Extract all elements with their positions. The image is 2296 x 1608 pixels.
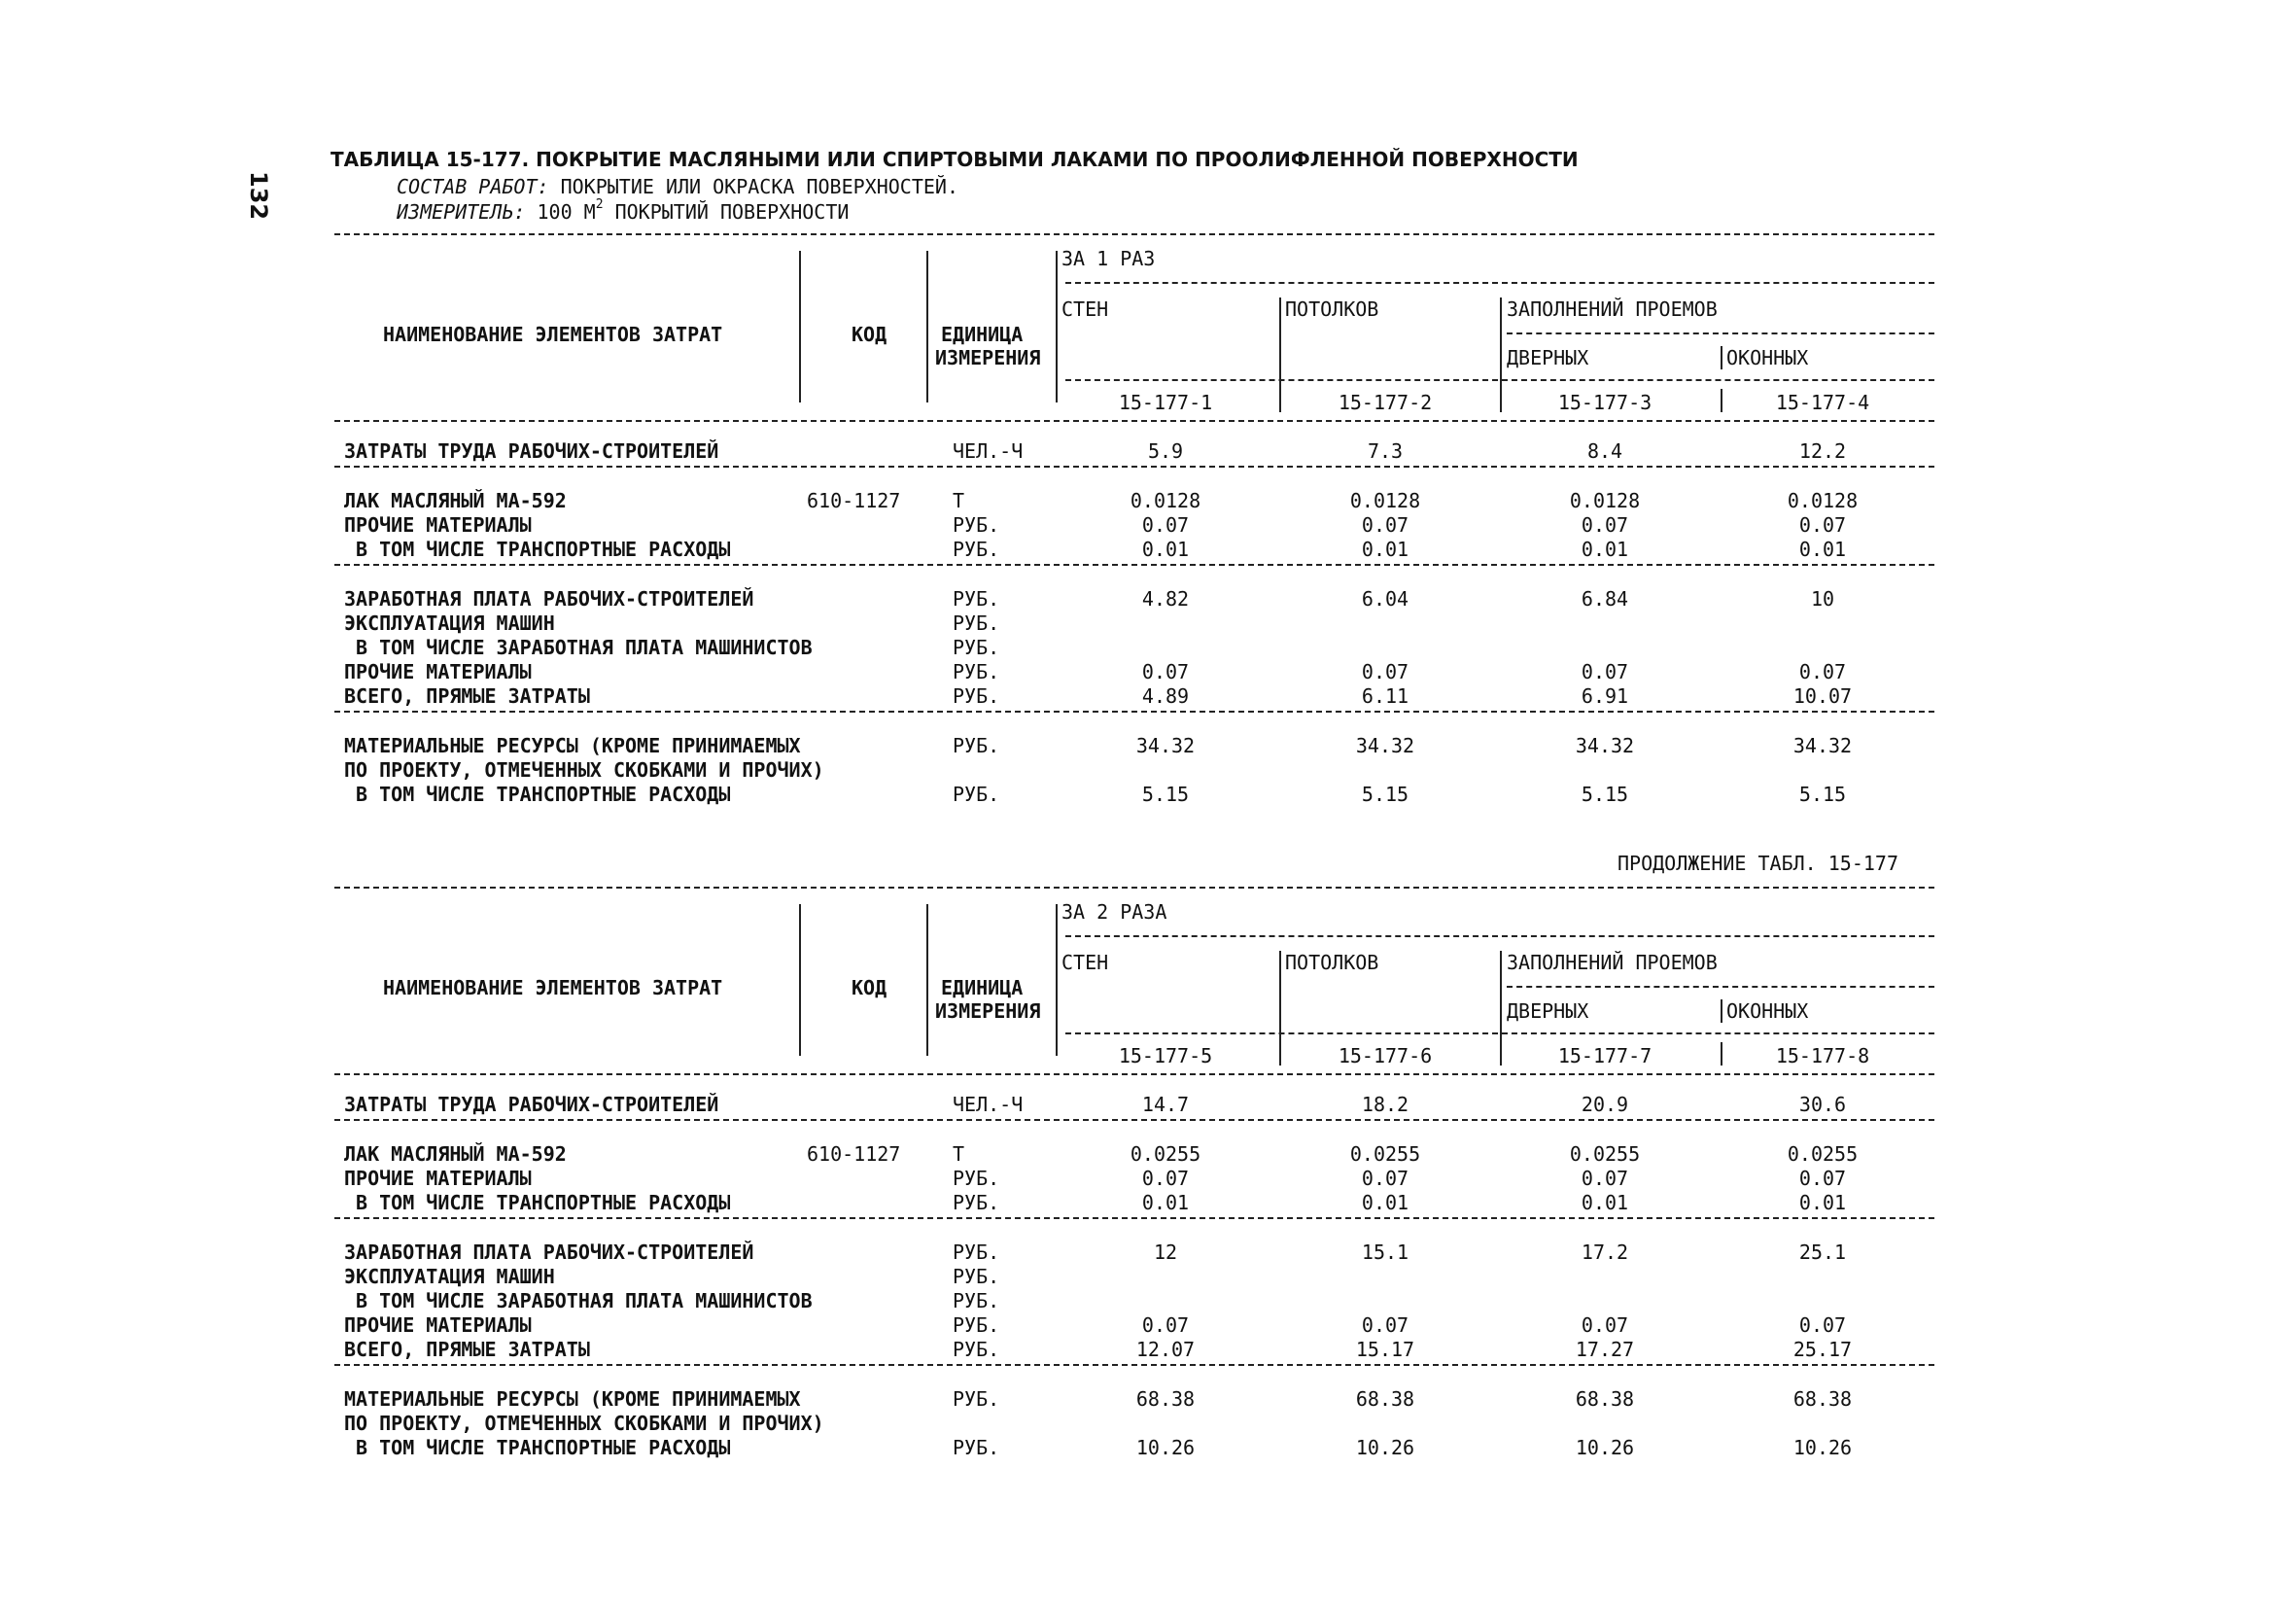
row-value: 6.04 [1361,587,1409,611]
row-value: 17.2 [1581,1241,1629,1264]
row-unit: РУБ. [953,1387,1000,1411]
header-windows: ОКОННЫХ [1726,346,1809,369]
row-value: 5.15 [1141,783,1190,806]
group-divider [334,1364,1934,1366]
code-rule [1065,1032,1934,1034]
row-name: В ТОМ ЧИСЛЕ ЗАРАБОТНАЯ ПЛАТА МАШИНИСТОВ [344,1289,813,1312]
row-value: 0.0255 [1569,1142,1641,1166]
row-value: 0.0255 [1130,1142,1201,1166]
row-value: 0.07 [1141,513,1190,537]
header-code-col: КОД [852,976,887,999]
header-bottom-rule [334,1073,1934,1075]
openings-rule [1507,332,1934,334]
row-value: 6.91 [1581,684,1629,708]
row-value: 0.07 [1581,660,1629,683]
group-divider [334,466,1934,468]
header-doors: ДВЕРНЫХ [1507,999,1589,1023]
measure-unit [397,197,850,224]
openings-rule [1507,986,1934,988]
row-value: 12.2 [1798,439,1847,463]
column-code: 15-177-8 [1775,1044,1870,1067]
header-divider [926,251,928,402]
row-name: ЛАК МАСЛЯНЫЙ МА-592 [344,1142,567,1166]
row-value: 0.07 [1141,1167,1190,1190]
table-top-rule [334,233,1934,235]
row-value: 15.17 [1355,1338,1415,1361]
column-code: 15-177-3 [1557,391,1652,414]
row-value: 34.32 [1135,734,1196,757]
row-unit: Т [953,1142,965,1166]
row-value: 0.07 [1141,1313,1190,1337]
code-rule [1065,379,1934,381]
row-unit: РУБ. [953,513,1000,537]
table-title: ТАБЛИЦА 15-177. ПОКРЫТИЕ МАСЛЯНЫМИ ИЛИ СПИРТОВЫМИ ЛАКАМИ ПО ПРООЛИФЛЕННОЙ ПОВЕРХНОСТИ [330,148,1579,171]
row-name: ПО ПРОЕКТУ, ОТМЕЧЕННЫХ СКОБКАМИ И ПРОЧИХ) [344,758,824,782]
header-ceilings: ПОТОЛКОВ [1285,951,1379,974]
header-unit-col: ИЗМЕРЕНИЯ [935,346,1041,369]
group-rule [1065,935,1934,937]
row-value: 12.07 [1135,1338,1196,1361]
row-value: 0.07 [1798,1167,1847,1190]
meter-value: 100 М [537,200,596,224]
row-unit: РУБ. [953,734,1000,757]
row-value: 4.89 [1141,684,1190,708]
header-divider [1056,251,1058,402]
row-value: 0.0128 [1787,489,1859,512]
row-value: 14.7 [1141,1093,1190,1116]
row-value: 20.9 [1581,1093,1629,1116]
row-value: 68.38 [1355,1387,1415,1411]
header-walls: СТЕН [1061,297,1109,321]
row-value: 25.17 [1792,1338,1853,1361]
row-value: 5.9 [1147,439,1184,463]
row-code: 610-1127 [807,489,901,512]
row-value: 7.3 [1367,439,1404,463]
header-doors: ДВЕРНЫХ [1507,346,1589,369]
row-value: 10.26 [1135,1436,1196,1459]
row-value: 68.38 [1575,1387,1635,1411]
header-unit-col: ЕДИНИЦА [941,323,1024,346]
row-unit: РУБ. [953,1265,1000,1288]
table-top-rule [334,887,1934,889]
row-name: В ТОМ ЧИСЛЕ ТРАНСПОРТНЫЕ РАСХОДЫ [344,783,731,806]
row-value: 0.07 [1581,513,1629,537]
row-value: 0.01 [1361,538,1409,561]
row-value: 0.07 [1581,1313,1629,1337]
row-value: 17.27 [1575,1338,1635,1361]
row-name: ЭКСПЛУАТАЦИЯ МАШИН [344,1265,555,1288]
row-value: 0.07 [1798,1313,1847,1337]
continuation-label: ПРОДОЛЖЕНИЕ ТАБЛ. 15-177 [1618,852,1898,875]
column-code: 15-177-1 [1118,391,1213,414]
row-name: В ТОМ ЧИСЛЕ ТРАНСПОРТНЫЕ РАСХОДЫ [344,1436,731,1459]
group-divider [334,564,1934,566]
row-unit: РУБ. [953,1289,1000,1312]
header-unit-col: ИЗМЕРЕНИЯ [935,999,1041,1023]
work-text: ПОКРЫТИЕ ИЛИ ОКРАСКА ПОВЕРХНОСТЕЙ. [560,175,958,198]
header-code-col: КОД [852,323,887,346]
row-unit: РУБ. [953,636,1000,659]
row-unit: РУБ. [953,1241,1000,1264]
row-unit: РУБ. [953,612,1000,635]
row-value: 6.84 [1581,587,1629,611]
row-name: МАТЕРИАЛЬНЫЕ РЕСУРСЫ (КРОМЕ ПРИНИМАЕМЫХ [344,1387,801,1411]
meter-sup: 2 [595,197,604,212]
header-divider [926,904,928,1056]
row-name: ПО ПРОЕКТУ, ОТМЕЧЕННЫХ СКОБКАМИ И ПРОЧИХ) [344,1412,824,1435]
header-bottom-rule [334,420,1934,422]
row-unit: РУБ. [953,587,1000,611]
row-unit: РУБ. [953,538,1000,561]
row-value: 0.0128 [1349,489,1421,512]
group-divider [334,1217,1934,1219]
row-unit: РУБ. [953,1313,1000,1337]
meter-label: ИЗМЕРИТЕЛЬ: [397,200,526,224]
row-value: 0.01 [1361,1191,1409,1214]
group-divider [334,1119,1934,1121]
row-value: 0.01 [1141,1191,1190,1214]
row-value: 34.32 [1792,734,1853,757]
page-number: 132 [245,171,272,221]
row-unit: РУБ. [953,684,1000,708]
header-name-col: НАИМЕНОВАНИЕ ЭЛЕМЕНТОВ ЗАТРАТ [383,976,723,999]
row-value: 0.01 [1141,538,1190,561]
header-openings: ЗАПОЛНЕНИЙ ПРОЕМОВ [1507,297,1718,321]
row-code: 610-1127 [807,1142,901,1166]
work-composition [397,175,958,198]
row-name: ЗАРАБОТНАЯ ПЛАТА РАБОЧИХ-СТРОИТЕЛЕЙ [344,1241,754,1264]
row-value: 0.01 [1581,538,1629,561]
row-value: 18.2 [1361,1093,1409,1116]
header-unit-col: ЕДИНИЦА [941,976,1024,999]
header-divider [1056,904,1058,1056]
row-name: ПРОЧИЕ МАТЕРИАЛЫ [344,660,532,683]
row-value: 0.07 [1361,1313,1409,1337]
row-value: 68.38 [1135,1387,1196,1411]
row-unit: РУБ. [953,1167,1000,1190]
row-value: 0.01 [1798,1191,1847,1214]
row-value: 0.01 [1581,1191,1629,1214]
row-value: 0.07 [1581,1167,1629,1190]
row-value: 0.07 [1141,660,1190,683]
row-name: ЗАТРАТЫ ТРУДА РАБОЧИХ-СТРОИТЕЛЕЙ [344,1093,719,1116]
row-name: ЗАТРАТЫ ТРУДА РАБОЧИХ-СТРОИТЕЛЕЙ [344,439,719,463]
row-value: 0.07 [1361,513,1409,537]
header-divider [799,251,801,402]
group-divider [334,711,1934,713]
row-name: ПРОЧИЕ МАТЕРИАЛЫ [344,513,532,537]
row-value: 25.1 [1798,1241,1847,1264]
row-value: 5.15 [1361,783,1409,806]
row-value: 0.0255 [1349,1142,1421,1166]
row-value: 10.26 [1575,1436,1635,1459]
row-value: 0.07 [1798,660,1847,683]
row-name: ЭКСПЛУАТАЦИЯ МАШИН [344,612,555,635]
row-unit: Т [953,489,965,512]
group-title: ЗА 1 РАЗ [1061,247,1156,270]
column-code: 15-177-7 [1557,1044,1652,1067]
group-rule [1065,282,1934,284]
row-value: 30.6 [1798,1093,1847,1116]
row-value: 15.1 [1361,1241,1409,1264]
row-name: ЗАРАБОТНАЯ ПЛАТА РАБОЧИХ-СТРОИТЕЛЕЙ [344,587,754,611]
header-divider [1721,346,1722,369]
row-value: 0.07 [1798,513,1847,537]
row-value: 34.32 [1355,734,1415,757]
header-windows: ОКОННЫХ [1726,999,1809,1023]
row-name: В ТОМ ЧИСЛЕ ЗАРАБОТНАЯ ПЛАТА МАШИНИСТОВ [344,636,813,659]
row-name: ЛАК МАСЛЯНЫЙ МА-592 [344,489,567,512]
row-name: ВСЕГО, ПРЯМЫЕ ЗАТРАТЫ [344,684,590,708]
row-name: ПРОЧИЕ МАТЕРИАЛЫ [344,1167,532,1190]
group-title: ЗА 2 РАЗА [1061,900,1167,924]
row-value: 5.15 [1798,783,1847,806]
row-value: 0.0255 [1787,1142,1859,1166]
row-value: 0.0128 [1569,489,1641,512]
row-name: ВСЕГО, ПРЯМЫЕ ЗАТРАТЫ [344,1338,590,1361]
row-value: 6.11 [1361,684,1409,708]
header-ceilings: ПОТОЛКОВ [1285,297,1379,321]
row-value: 0.0128 [1130,489,1201,512]
row-name: В ТОМ ЧИСЛЕ ТРАНСПОРТНЫЕ РАСХОДЫ [344,538,731,561]
header-openings: ЗАПОЛНЕНИЙ ПРОЕМОВ [1507,951,1718,974]
row-value: 68.38 [1792,1387,1853,1411]
row-value: 5.15 [1581,783,1629,806]
row-value: 10.26 [1792,1436,1853,1459]
row-value: 10.26 [1355,1436,1415,1459]
row-unit: ЧЕЛ.-Ч [953,439,1024,463]
row-value: 10 [1810,587,1835,611]
column-code: 15-177-6 [1338,1044,1433,1067]
row-value: 8.4 [1586,439,1623,463]
row-unit: РУБ. [953,1436,1000,1459]
row-unit: РУБ. [953,1338,1000,1361]
row-value: 0.07 [1361,1167,1409,1190]
row-unit: РУБ. [953,783,1000,806]
row-unit: РУБ. [953,1191,1000,1214]
row-unit: РУБ. [953,660,1000,683]
work-label: СОСТАВ РАБОТ: [397,175,549,198]
column-code: 15-177-5 [1118,1044,1213,1067]
row-unit: ЧЕЛ.-Ч [953,1093,1024,1116]
header-divider [1721,999,1722,1023]
column-code: 15-177-4 [1775,391,1870,414]
row-value: 34.32 [1575,734,1635,757]
header-walls: СТЕН [1061,951,1109,974]
row-value: 0.07 [1361,660,1409,683]
header-name-col: НАИМЕНОВАНИЕ ЭЛЕМЕНТОВ ЗАТРАТ [383,323,723,346]
row-name: В ТОМ ЧИСЛЕ ТРАНСПОРТНЫЕ РАСХОДЫ [344,1191,731,1214]
row-name: МАТЕРИАЛЬНЫЕ РЕСУРСЫ (КРОМЕ ПРИНИМАЕМЫХ [344,734,801,757]
row-name: ПРОЧИЕ МАТЕРИАЛЫ [344,1313,532,1337]
column-code: 15-177-2 [1338,391,1433,414]
row-value: 0.01 [1798,538,1847,561]
row-value: 4.82 [1141,587,1190,611]
meter-tail: ПОКРЫТИЙ ПОВЕРХНОСТИ [614,200,850,224]
header-divider [799,904,801,1056]
row-value: 12 [1153,1241,1178,1264]
row-value: 10.07 [1792,684,1853,708]
